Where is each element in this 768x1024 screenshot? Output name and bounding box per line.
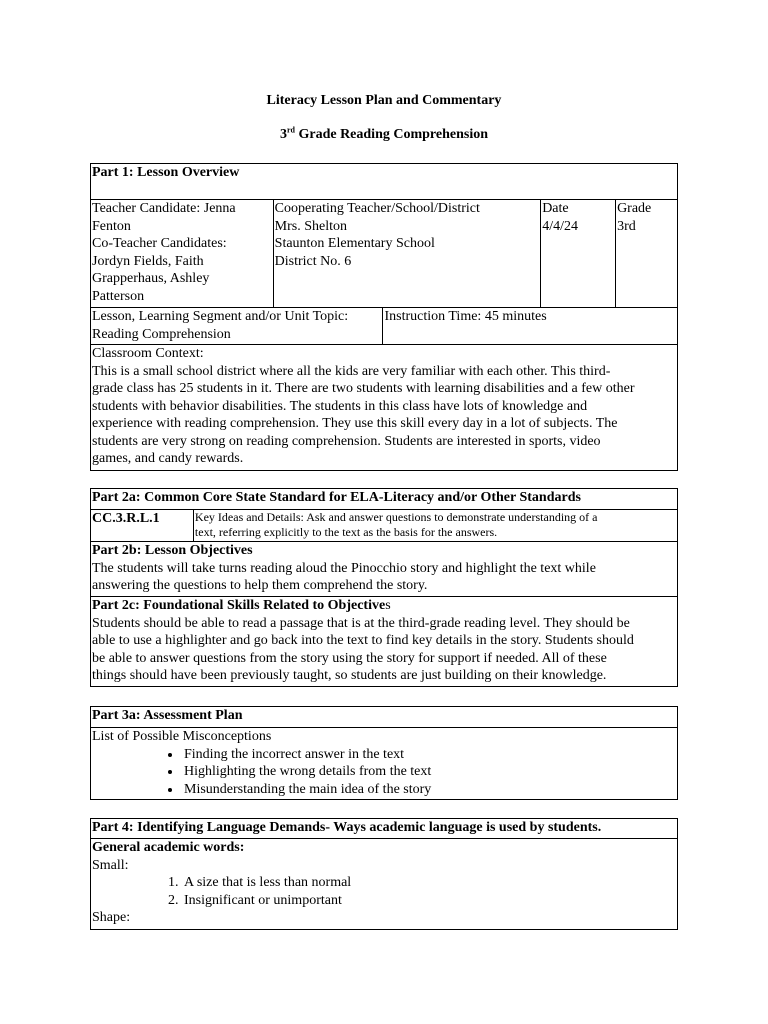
list-item: • Highlighting the wrong details from the text xyxy=(182,763,676,781)
date-cell: Date 4/4/24 xyxy=(541,200,616,308)
part2b-heading: Part 2b: Lesson Objectives xyxy=(92,543,253,558)
standard-code: CC.3.R.L.1 xyxy=(91,510,194,542)
part2c-heading: Part 2c: Foundational Skills Related to Objectives xyxy=(92,598,391,613)
classroom-context-cell: Classroom Context: This is a small school district where all the kids are very familiar with each other. This third- grade class has 25 students in it. There are two students with learning disabilities and a few other students with behavior disabilities. The students in this class have lots of knowledge and experience with reading comprehension. They use this skill every day in a lot of subjects. The students are very strong on reading comprehension. Students are interested in sports, video games, and candy rewards. xyxy=(91,345,678,471)
part1-heading: Part 1: Lesson Overview xyxy=(91,164,678,200)
general-words-label: General academic words: xyxy=(92,840,245,855)
document-subtitle: 3rd Grade Reading Comprehension xyxy=(279,125,489,142)
misconceptions-cell: List of Possible Misconceptions • Finding the incorrect answer in the text • Highlighting the wrong details from the text • Misunderstanding the main idea of the story xyxy=(91,728,678,800)
assessment-plan-table xyxy=(90,706,678,800)
language-demands-table xyxy=(90,818,678,930)
part3a-heading: Part 3a: Assessment Plan xyxy=(91,707,678,728)
part2a-heading: Part 2a: Common Core State Standard for ELA-Literacy and/or Other Standards xyxy=(91,489,678,510)
instruction-time-cell: Instruction Time: 45 minutes xyxy=(383,308,678,345)
teacher-candidate-cell: Teacher Candidate: Jenna Fenton Co-Teacher Candidates: Jordyn Fields, Faith Grapperhaus, Ashley Patterson xyxy=(91,200,274,308)
grade-cell: Grade 3rd xyxy=(616,200,678,308)
standard-description: Key Ideas and Details: Ask and answer questions to demonstrate understanding of a text, referring explicitly to the text as the basis for the answers. xyxy=(193,510,677,542)
lesson-overview-table xyxy=(90,163,678,471)
standards-objectives-table xyxy=(90,488,678,687)
cooperating-teacher-cell: Cooperating Teacher/School/District Mrs. Shelton Staunton Elementary School District No. 6 xyxy=(273,200,541,308)
list-item: 1. A size that is less than normal xyxy=(182,874,676,892)
foundational-skills-cell: Part 2c: Foundational Skills Related to Objectives Students should be able to read a passage that is at the third-grade reading level. They should be able to use a highlighter and go back into the text to find key details in the story. Students should be able to answer questions from the story using the story for support if needed. All of these things should have been previously taught, so students are just building on their knowledge. xyxy=(91,597,678,687)
list-item: 2. Insignificant or unimportant xyxy=(182,892,676,910)
unit-topic-cell: Lesson, Learning Segment and/or Unit Topic: Reading Comprehension xyxy=(91,308,383,345)
lesson-objectives-cell: Part 2b: Lesson Objectives The students will take turns reading aloud the Pinocchio story and highlight the text while answering the questions to help them comprehend the story. xyxy=(91,542,678,597)
part4-heading: Part 4: Identifying Language Demands- Ways academic language is used by students. xyxy=(91,819,678,839)
academic-words-cell: General academic words: Small: 1. A size that is less than normal 2. Insignificant or unimportant Shape: xyxy=(91,839,678,930)
misconceptions-list xyxy=(92,746,676,799)
list-item: • Finding the incorrect answer in the text xyxy=(182,746,676,764)
document-title: Literacy Lesson Plan and Commentary xyxy=(266,93,502,108)
definition-list xyxy=(92,874,676,909)
list-item: • Misunderstanding the main idea of the story xyxy=(182,781,676,799)
